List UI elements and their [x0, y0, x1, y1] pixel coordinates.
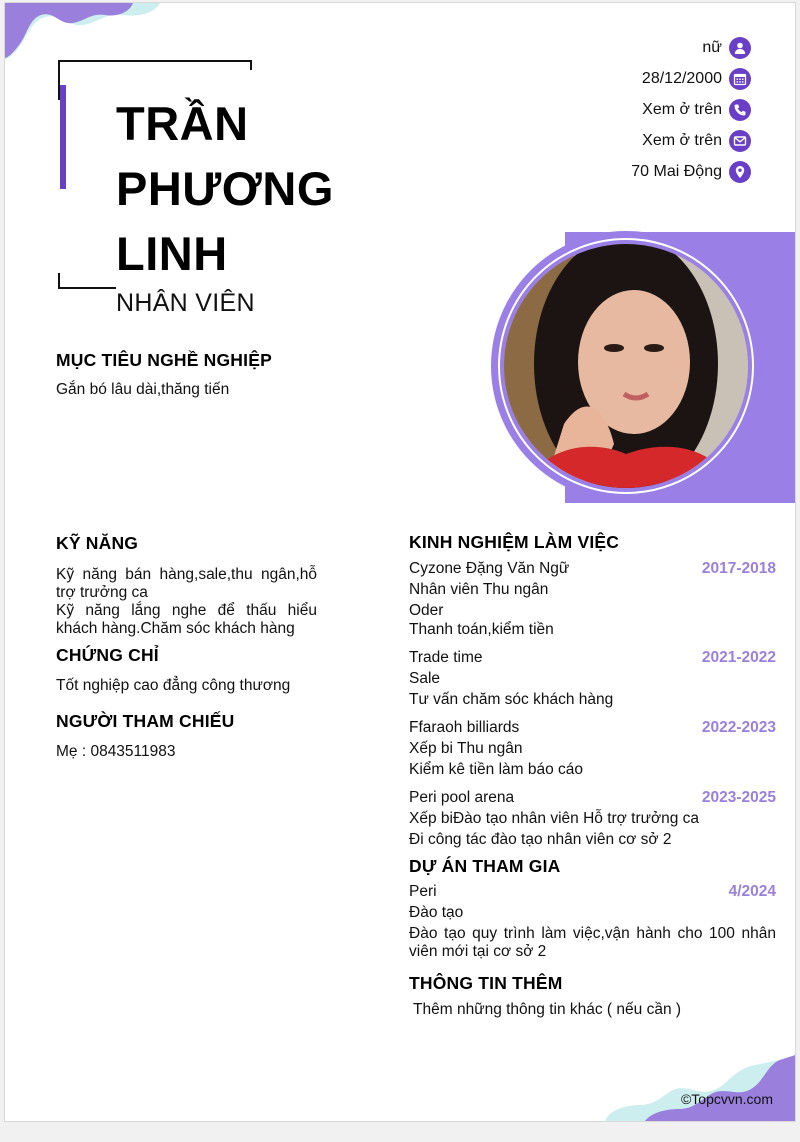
extra-info-text: Thêm những thông tin khác ( nếu cần ) [409, 1001, 682, 1018]
name-line-1: TRẦN [116, 97, 249, 150]
email-icon [729, 130, 751, 152]
experience-detail: Đi công tác đào tạo nhân viên cơ sở 2 [409, 831, 672, 848]
skill-item: Kỹ năng bán hàng,sale,thu ngân,hỗ trợ trưởng ca [56, 566, 317, 601]
skill-item: Kỹ năng lắng nghe để thấu hiểu khách hàng.Chăm sóc khách hàng [56, 602, 317, 637]
objective-heading: MỤC TIÊU NGHỀ NGHIỆP [56, 350, 272, 370]
experience-detail: Thanh toán,kiểm tiền [409, 621, 554, 638]
project-name: Peri [409, 883, 437, 900]
contact-address [451, 156, 751, 187]
extra-info-section [409, 973, 776, 1019]
copyright-footer[interactable]: ©Topcvvn.com [680, 1091, 773, 1107]
objective-section [56, 350, 317, 399]
experience-company: Trade time [409, 649, 483, 666]
name-frame-top [58, 60, 252, 70]
resume-page [4, 2, 796, 1122]
contact-phone-text: Xem ở trên [642, 100, 722, 118]
experience-years: 2017-2018 [701, 560, 776, 577]
projects-section [409, 856, 776, 961]
experience-detail: Tư vấn chăm sóc khách hàng [409, 691, 614, 708]
experience-company: Peri pool arena [409, 789, 515, 806]
projects-heading: DỰ ÁN THAM GIA [409, 856, 561, 876]
calendar-icon [729, 68, 751, 90]
contact-email [451, 125, 751, 156]
location-icon [729, 161, 751, 183]
experience-item [409, 789, 776, 849]
name-line-2: PHƯƠNG [116, 162, 334, 215]
contact-birthday [451, 63, 751, 94]
project-detail: Đào tạo quy trình làm việc,vận hành cho 100 nhân viên mới tại cơ sở 2 [409, 925, 776, 960]
candidate-name [116, 91, 334, 286]
project-role: Đào tạo [409, 904, 464, 921]
experience-detail: Oder [409, 602, 444, 619]
bottom-right-blob-decoration [605, 1055, 795, 1121]
experience-heading: KINH NGHIỆM LÀM VIỆC [409, 532, 620, 552]
experience-company: Cyzone Đặng Văn Ngữ [409, 560, 570, 577]
job-position: NHÂN VIÊN [116, 289, 255, 317]
experience-years: 2022-2023 [701, 719, 776, 736]
certificate-item: Tốt nghiệp cao đẳng công thương [56, 677, 291, 694]
experience-role: Sale [409, 670, 441, 687]
contact-info [451, 32, 751, 187]
extra-info-heading: THÔNG TIN THÊM [409, 973, 563, 993]
phone-icon [729, 99, 751, 121]
reference-item: Mẹ : 0843511983 [56, 743, 176, 760]
certificates-heading: CHỨNG CHỈ [56, 645, 159, 665]
experience-role: Nhân viên Thu ngân [409, 581, 549, 598]
skills-heading: KỸ NĂNG [56, 533, 139, 553]
experience-role: Xếp biĐào tạo nhân viên Hỗ trợ trưởng ca [409, 810, 700, 827]
profile-photo [504, 244, 748, 488]
experience-years: 2023-2025 [701, 789, 776, 806]
top-left-blob-decoration [5, 3, 165, 63]
name-accent-bar [60, 85, 66, 189]
experience-years: 2021-2022 [701, 649, 776, 666]
contact-gender-text: nữ [702, 38, 722, 56]
experience-item [409, 649, 776, 709]
experience-detail: Kiểm kê tiền làm báo cáo [409, 761, 584, 778]
experience-section [409, 532, 776, 849]
contact-phone [451, 94, 751, 125]
objective-text: Gắn bó lâu dài,thăng tiến [56, 381, 230, 398]
name-frame-bottom [58, 273, 116, 289]
project-date: 4/2024 [728, 883, 776, 900]
experience-item [409, 719, 776, 779]
person-icon [729, 37, 751, 59]
skills-section [56, 533, 317, 638]
contact-gender [451, 32, 751, 63]
references-heading: NGƯỜI THAM CHIẾU [56, 711, 235, 731]
contact-email-text: Xem ở trên [642, 131, 722, 149]
name-line-3: LINH [116, 227, 228, 280]
experience-role: Xếp bi Thu ngân [409, 740, 523, 757]
experience-company: Ffaraoh billiards [409, 719, 520, 736]
references-section [56, 711, 317, 761]
certificates-section [56, 645, 317, 695]
contact-address-text: 70 Mai Động [631, 162, 722, 180]
contact-birthday-text: 28/12/2000 [641, 69, 722, 87]
experience-item [409, 560, 776, 639]
